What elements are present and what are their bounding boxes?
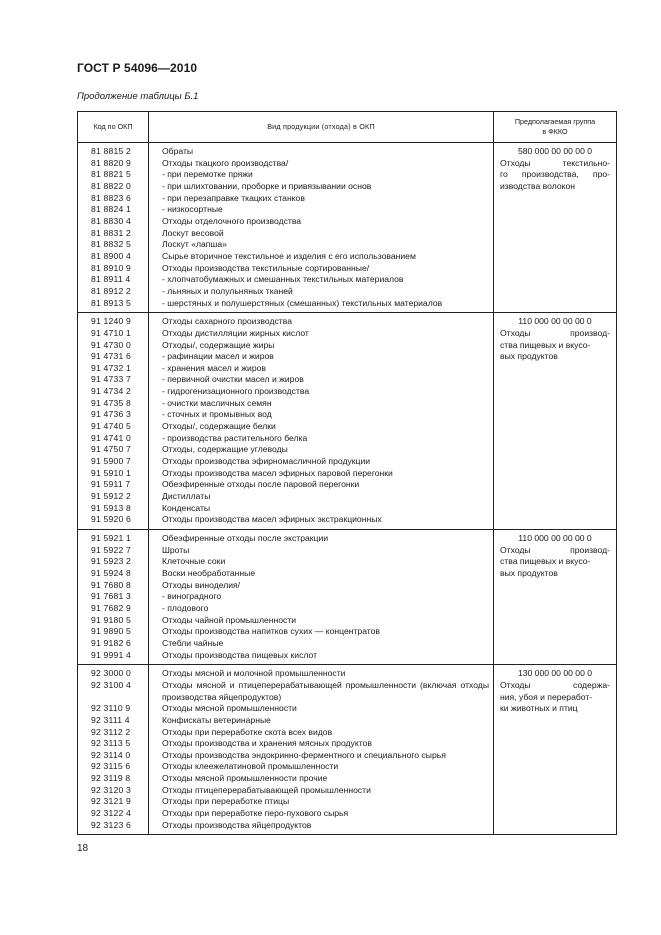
page-number: 18 [77, 843, 89, 854]
fkko-group-word: Отходы [500, 544, 531, 555]
product-name: Отходы сахарного производства [162, 316, 292, 327]
okp-code: 81 8912 2 [91, 285, 132, 296]
product-name: Отходы при переработке перо-пухового сырья [162, 808, 349, 819]
product-name: Отходы клеежелатиновой промышленности [162, 761, 339, 772]
okp-code: 92 3123 6 [91, 819, 132, 830]
okp-code: 91 7682 9 [91, 602, 132, 613]
fkko-group-word: содержа- [573, 679, 610, 690]
product-name: Отходы производства масел эфирных паровой перегонки [162, 467, 393, 478]
fkko-group-code: 130 000 00 00 00 0 [517, 668, 593, 679]
product-name: Лоскут весовой [162, 227, 224, 238]
okp-code: 92 3100 4 [91, 679, 132, 690]
table-header-row [78, 112, 617, 143]
fkko-group-word: Отходы [500, 679, 531, 690]
product-name: - плодового [162, 602, 209, 613]
okp-code: 81 8820 9 [91, 157, 132, 168]
okp-code: 91 4741 0 [91, 432, 132, 443]
product-name: Стебли чайные [162, 637, 224, 648]
fkko-group-word: ки животных и птиц [500, 703, 578, 714]
okp-code: 92 3115 6 [91, 761, 131, 772]
product-name: - льняных и полульняных тканей [162, 285, 293, 296]
product-name: Отходы, содержащие углеводы [162, 444, 288, 455]
fkko-group-word: вых продуктов [500, 567, 558, 578]
okp-code: 91 4731 6 [91, 351, 132, 362]
okp-code: 92 3119 8 [91, 773, 131, 784]
product-name: - шерстяных и полушерстяных (смешанных) текстильных материалов [162, 297, 443, 308]
okp-code: 91 4734 2 [91, 386, 132, 397]
fkko-group-text-line [500, 680, 610, 692]
product-name: - первичной очистки масел и жиров [162, 374, 304, 385]
product-name: Отходы производства эфирномасличной продукции [162, 456, 371, 467]
product-name: Обраты [162, 146, 194, 156]
column-header-group [494, 112, 617, 143]
fkko-group-word: Отходы [500, 327, 531, 338]
product-name: - производства растительного белка [162, 432, 308, 443]
okp-code: 91 4733 7 [91, 374, 132, 385]
okp-code: 91 5910 1 [91, 467, 132, 478]
product-name: Отходы виноделия/ [162, 579, 241, 590]
fkko-group-text-line [500, 545, 610, 557]
product-name: Клеточные соки [162, 556, 226, 567]
product-name: Отходы производства масел эфирных экстракционных [162, 514, 382, 525]
product-name: Воски необработанные [162, 567, 256, 578]
okp-code: 91 4710 1 [91, 327, 132, 338]
fkko-group-text-line [500, 703, 610, 715]
okp-code: 92 3110 9 [91, 703, 131, 714]
okp-codes-cell [78, 143, 149, 313]
okp-codes-cell [78, 665, 149, 835]
okp-code: 81 8815 2 [91, 146, 132, 156]
product-name: Отходы производства и хранения мясных продуктов [162, 738, 372, 749]
fkko-group-word: производ- [570, 544, 610, 555]
okp-codes-cell [78, 530, 149, 665]
product-name: Отходы при переработке скота всех видов [162, 726, 333, 737]
okp-code: 91 9180 5 [91, 614, 132, 625]
product-name: Отходы отделочного производства [162, 215, 302, 226]
product-name: Отходы при переработке птицы [162, 796, 290, 807]
fkko-group-word: производства, [521, 169, 579, 180]
product-name: Шроты [162, 544, 190, 555]
okp-code: 92 3112 2 [91, 726, 131, 737]
okp-code: 91 5922 7 [91, 544, 132, 555]
fkko-group-code: 110 000 00 00 00 0 [518, 533, 592, 543]
fkko-group-word: ния, убоя и переработ- [500, 691, 593, 702]
product-name: Отходы птицеперерабатывающей промышленности [162, 784, 371, 795]
table-section-row [78, 143, 617, 313]
product-name: Отходы дистилляции жирных кислот [162, 327, 309, 338]
okp-code: 91 9991 4 [91, 649, 132, 660]
okp-code: 91 9890 5 [91, 626, 132, 637]
okp-code: 91 4736 3 [91, 409, 132, 420]
fkko-group-code: 110 000 00 00 00 0 [518, 316, 592, 327]
okp-code: 91 5924 8 [91, 567, 132, 578]
product-name: Сырье вторичное текстильное и изделия с его использованием [162, 250, 416, 261]
fkko-group-cell [494, 530, 617, 665]
fkko-group-word: Отходы [500, 157, 531, 168]
fkko-group-text-line [500, 692, 610, 704]
fkko-group-text-line [500, 158, 610, 170]
product-names-cell [149, 313, 494, 530]
fkko-group-text-line [500, 568, 610, 580]
fkko-group-word: производ- [570, 327, 610, 338]
product-name: Отходы производства эндокринно-ферментного и специального сырья [162, 749, 446, 760]
table-section-row [78, 313, 617, 530]
product-name: - низкосортные [162, 204, 223, 215]
okp-code: 81 8831 2 [91, 227, 132, 238]
fkko-group-cell [494, 665, 617, 835]
fkko-group-text-line [500, 181, 610, 193]
table-body [78, 143, 617, 835]
okp-code: 91 7681 3 [91, 591, 132, 602]
table-section-row [78, 530, 617, 665]
okp-code: 91 5921 1 [91, 533, 132, 543]
product-name: Отходы чайной промышленности [162, 614, 297, 625]
product-names-cell [149, 665, 494, 835]
okp-code: 81 8900 4 [91, 250, 132, 261]
fkko-group-cell [494, 143, 617, 313]
product-name: - хлопчатобумажных и смешанных текстильных материалов [162, 274, 404, 285]
fkko-group-text-line [500, 556, 610, 568]
fkko-group-word: вых продуктов [500, 351, 558, 362]
column-header-name: Вид продукции (отхода) в ОКП [149, 112, 494, 143]
fkko-group-word: го [500, 169, 508, 180]
fkko-group-word: текстильно- [562, 157, 610, 168]
fkko-group-text-line [500, 351, 610, 363]
okp-code: 81 8832 5 [91, 239, 132, 250]
product-name: Отходы производства пищевых кислот [162, 649, 318, 660]
product-name: Отходы/, содержащие белки [162, 421, 276, 432]
okp-code: 92 3111 4 [91, 714, 130, 725]
product-name: - при перезаправке ткацких станков [162, 192, 305, 203]
okp-code: 91 5912 2 [91, 491, 132, 502]
okp-code: 91 4730 0 [91, 339, 132, 350]
product-name: - гидрогенизационного производства [162, 386, 310, 397]
okp-code: 91 5923 2 [91, 556, 132, 567]
product-name: Дистиллаты [162, 491, 211, 502]
product-name: - при перемотке пряжи [162, 169, 253, 180]
product-name: Обеэфиренные отходы после экстракции [162, 533, 329, 543]
fkko-group-word: про- [592, 169, 610, 180]
product-name: - виноградного [162, 591, 222, 602]
okp-code: 91 4735 8 [91, 397, 132, 408]
product-names-cell [149, 530, 494, 665]
product-name: - сточных и промывных вод [162, 409, 272, 420]
okp-code: 81 8824 1 [91, 204, 132, 215]
okp-codes-cell [78, 313, 149, 530]
product-name: Отходы мясной промышленности [162, 703, 297, 714]
okp-code [91, 692, 148, 704]
product-name: Конфискаты ветеринарные [162, 714, 271, 725]
product-name: - при шлихтовании, проборке и привязывании основ [162, 180, 372, 191]
okp-code: 92 3113 5 [91, 738, 131, 749]
okp-code: 81 8822 0 [91, 180, 132, 191]
fkko-group-text-line [500, 328, 610, 340]
product-name: Обеэфиренные отходы после паровой перегонки [162, 479, 360, 490]
okp-code: 81 8830 4 [91, 215, 132, 226]
table-section-row [78, 665, 617, 835]
product-name: - очистки масличных семян [162, 397, 272, 408]
product-name: Отходы мясной и птицеперерабатывающей промышленности (включая отходы производства яйцепродуктов) [162, 679, 489, 702]
okp-code: 92 3120 3 [91, 784, 132, 795]
table-caption: Продолжение таблицы Б.1 [77, 91, 199, 102]
column-header-group-line1: Предполагаемая группа [514, 117, 596, 126]
okp-code: 91 5911 7 [91, 479, 131, 490]
okp-code: 91 4750 7 [91, 444, 132, 455]
product-name: Отходы/, содержащие жиры [162, 339, 275, 350]
product-name: - хранения масел и жиров [162, 362, 266, 373]
product-name: Лоскут «лапша» [162, 239, 227, 250]
product-name: Отходы ткацкого производства/ [162, 157, 289, 168]
okp-code: 92 3121 9 [91, 796, 132, 807]
column-header-group-line2: в ФККО [542, 127, 568, 136]
fkko-group-word: ства пищевых и вкусо- [500, 556, 591, 567]
okp-code: 91 4732 1 [91, 362, 132, 373]
okp-code: 81 8821 5 [91, 169, 132, 180]
product-name: Отходы мясной промышленности прочие [162, 773, 328, 784]
okp-code: 91 7680 8 [91, 579, 132, 590]
product-name: Отходы производства текстильные сортированные/ [162, 262, 370, 273]
okp-code: 92 3114 0 [91, 749, 131, 760]
fkko-group-code: 580 000 00 00 00 0 [517, 146, 593, 156]
product-name: Отходы производства яйцепродуктов [162, 819, 312, 830]
okp-code: 91 5913 8 [91, 502, 132, 513]
fkko-group-text-line [500, 169, 610, 181]
product-name: - рафинации масел и жиров [162, 351, 274, 362]
product-name: Отходы мясной и молочной промышленности [162, 668, 346, 679]
okp-code: 81 8913 5 [91, 297, 132, 308]
fkko-group-cell [494, 313, 617, 530]
product-names-cell [149, 143, 494, 313]
okp-code: 92 3000 0 [91, 668, 132, 679]
okp-code: 91 1240 9 [91, 316, 132, 327]
fkko-group-word: ства пищевых и вкусо- [500, 339, 591, 350]
okp-code: 92 3122 4 [91, 808, 132, 819]
okp-code: 81 8911 4 [91, 274, 131, 285]
okp-code: 91 5920 6 [91, 514, 132, 525]
okp-code: 81 8823 6 [91, 192, 132, 203]
okp-code: 81 8910 9 [91, 262, 132, 273]
fkko-group-word: изводства волокон [500, 180, 576, 191]
okp-code: 91 4740 5 [91, 421, 132, 432]
okp-code: 91 9182 6 [91, 637, 132, 648]
fkko-group-text-line [500, 340, 610, 352]
okp-code: 91 5900 7 [91, 456, 132, 467]
document-header: ГОСТ Р 54096—2010 [77, 61, 198, 75]
product-name: Отходы производства напитков сухих — концентратов [162, 626, 380, 637]
product-name: Конденсаты [162, 502, 211, 513]
column-header-code: Код по ОКП [78, 112, 149, 143]
okp-table [77, 111, 617, 835]
